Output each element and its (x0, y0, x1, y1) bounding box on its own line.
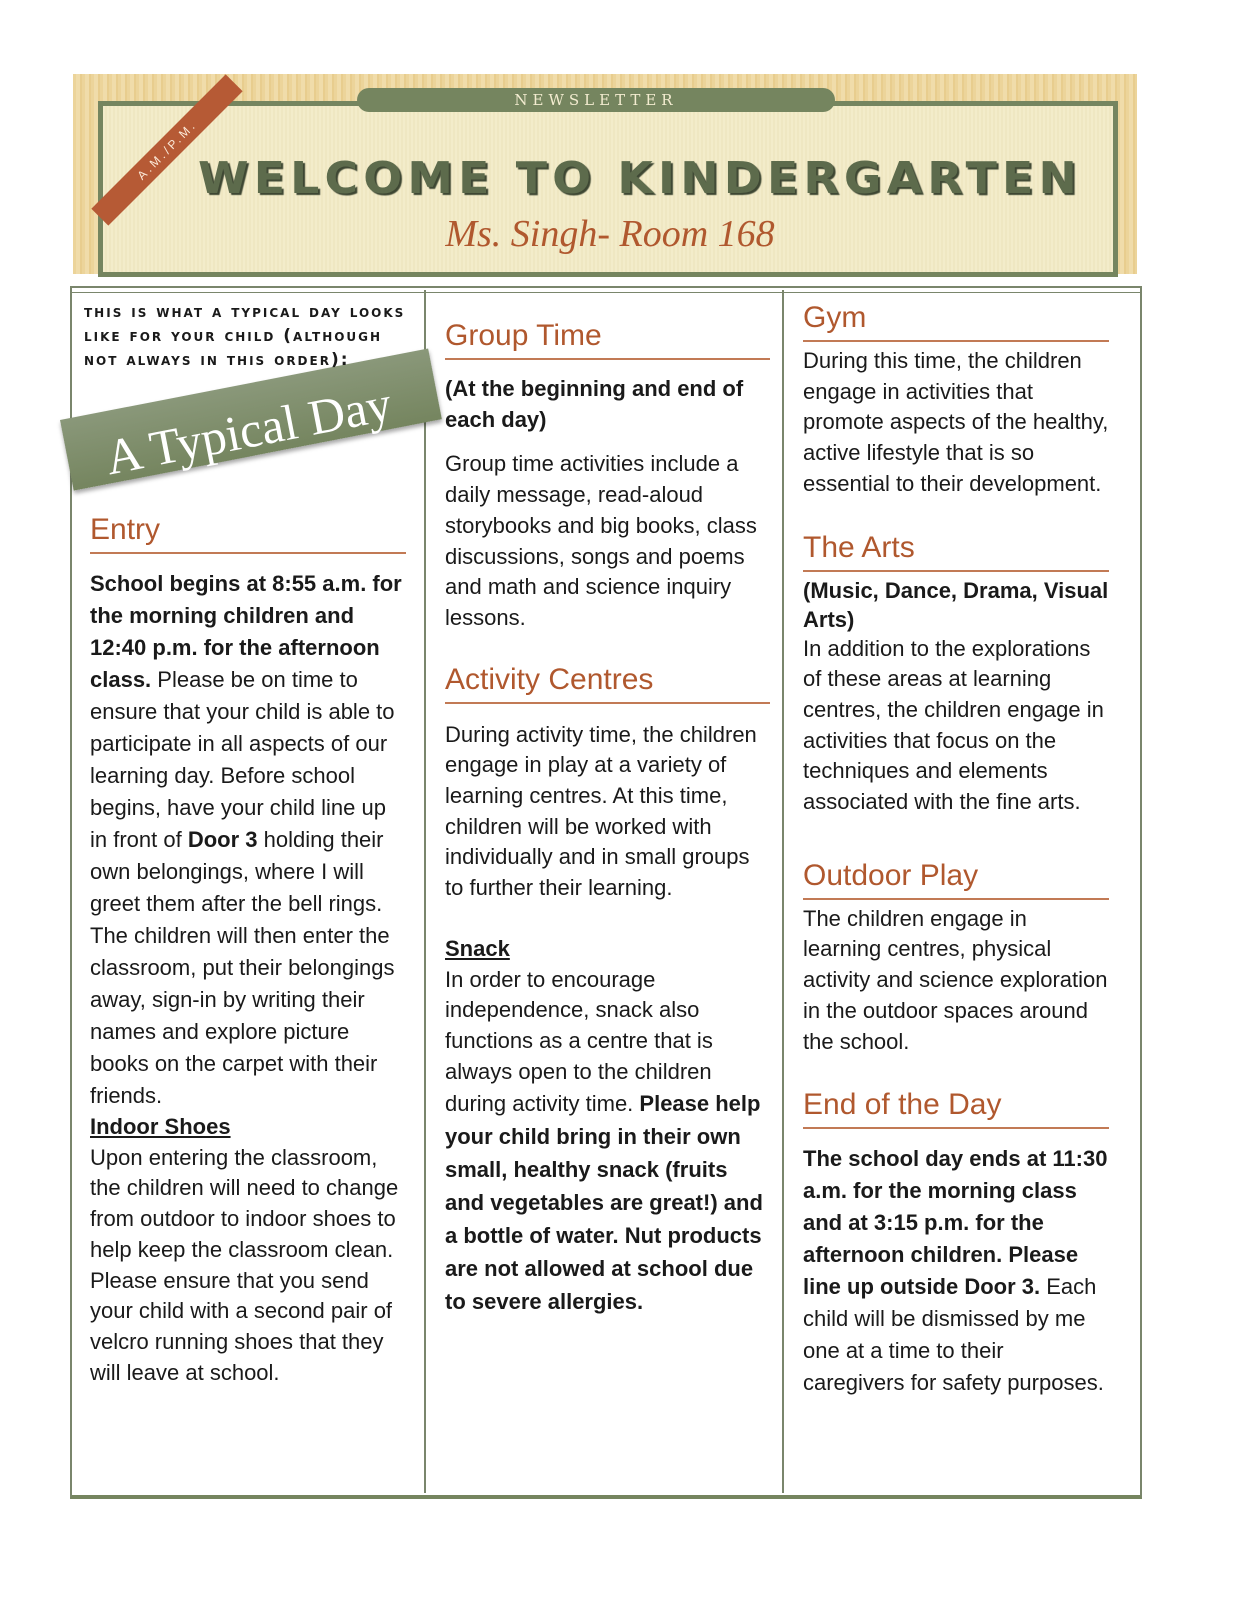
heading-snack: Snack (445, 935, 510, 961)
end-body: Each child will be dismissed by me one at a time to their caregivers for safety purposes. (803, 1274, 1104, 1396)
arts-note: (Music, Dance, Drama, Visual Arts) (803, 577, 1109, 632)
page-title: WELCOME TO KINDERGARTEN (198, 153, 1082, 204)
column-left (84, 300, 406, 1388)
group-time-text: Group time activities include a daily message, read-aloud storybooks and big books, class discussions, songs and poems and math and science inquiry lessons. (445, 451, 757, 630)
group-time-note: (At the beginning and end of each day) (445, 376, 744, 432)
end-times: The school day ends at 11:30 a.m. for the morning class and at 3:15 p.m. for the afternoon children. Please line up outside Door 3. (803, 1146, 1108, 1300)
heading-arts: The Arts (803, 530, 1109, 572)
arts-text: In addition to the explorations of these areas at learning centres, the children engage in activities that focus on the techniques and elements associated with the fine arts. (803, 635, 1104, 815)
end-text (803, 1143, 1109, 1399)
entry-text (90, 568, 406, 1112)
snack-body: In order to encourage independence, snack also functions as a centre that is always open to the children during activity time. (445, 966, 713, 1117)
entry-times: School begins at 8:55 a.m. for the morning children and 12:40 p.m. for the afternoon class. (90, 571, 402, 692)
heading-group-time: Group Time (445, 318, 770, 360)
heading-end-of-day: End of the Day (803, 1087, 1109, 1129)
heading-entry: Entry (90, 512, 406, 554)
column-divider (782, 290, 784, 1493)
heading-activity-centres: Activity Centres (445, 662, 770, 704)
indoor-shoes-text: Upon entering the classroom, the children will need to change from outdoor to indoor shoes to help keep the classroom clean. Please ensure that you send your child with a second pair of velcro running shoes that they will leave at school. (90, 1144, 399, 1385)
snack-text (445, 965, 770, 1319)
activity-centres-text: During activity time, the children engage in play at a variety of learning centres. At this time, children will be worked with individually and in small groups to further their learning. (445, 721, 757, 901)
newsletter-label: NEWSLETTER (357, 88, 835, 112)
entry-door: Door 3 (187, 827, 258, 852)
entry-body: Please be on time to ensure that your child is able to participate in all aspects of our learning day. Before school begins, have your child line up in front of (90, 667, 395, 852)
snack-note: Please help your child bring in their own small, healthy snack (fruits and vegetables are great!) and a bottle of water. Nut products are not allowed at school due to severe allergies. (445, 1091, 763, 1315)
entry-body-2: holding their own belongings, where I will greet them after the bell rings. The children will then enter the classroom, put their belongings away, sign-in by writing their names and explore picture books on the carpet with their friends. (90, 827, 395, 1108)
intro-text: this is what a typical day looks like for your child (although not always in this order): (84, 302, 406, 370)
column-middle (445, 318, 770, 1318)
teacher-room: Ms. Singh- Room 168 (445, 213, 775, 255)
column-divider (424, 290, 426, 1493)
outdoor-text: The children engage in learning centres, physical activity and science exploration in the outdoor spaces around the school. (803, 905, 1108, 1054)
column-right (803, 300, 1109, 1399)
gym-text: During this time, the children engage in activities that promote aspects of the healthy, active lifestyle that is so essential to their development. (803, 348, 1109, 496)
heading-outdoor-play: Outdoor Play (803, 858, 1109, 900)
ribbon-text: A Typical Day (100, 375, 397, 486)
session-badge: A.M./P.M. (91, 74, 242, 225)
heading-indoor-shoes: Indoor Shoes (90, 1114, 231, 1139)
heading-gym: Gym (803, 300, 1109, 342)
